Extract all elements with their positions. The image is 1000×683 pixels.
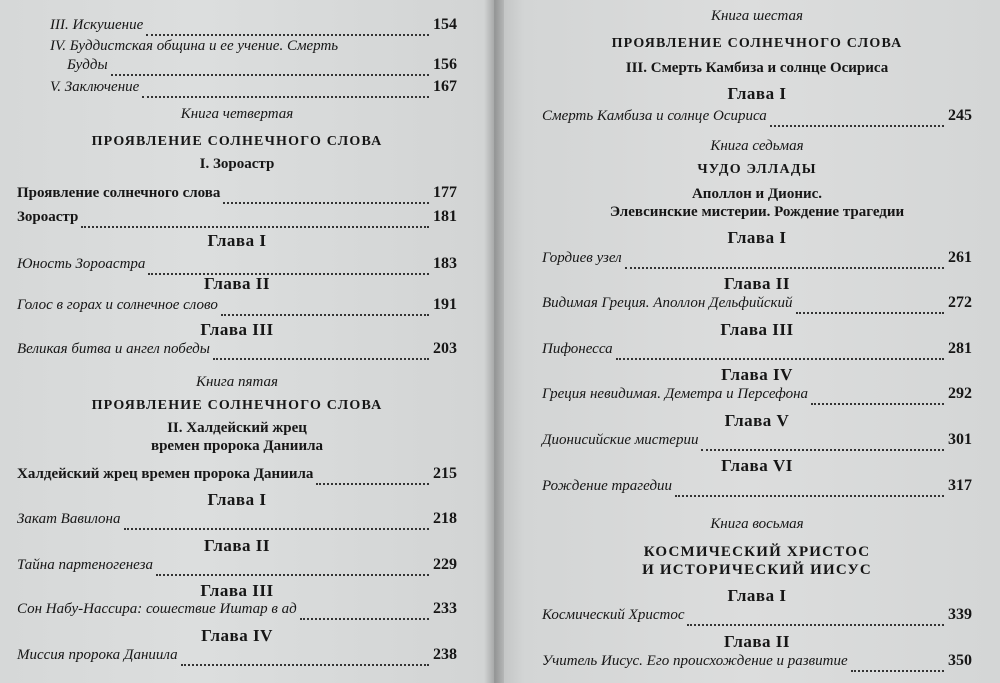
toc-entry <box>17 296 457 320</box>
toc-entry <box>17 184 457 208</box>
dot-leader <box>221 314 429 316</box>
entry-title-line: IV. Буддистская община и ее учение. Смерть <box>50 38 339 54</box>
book-gutter <box>484 0 504 683</box>
entry-page: 292 <box>948 385 972 402</box>
toc-entry <box>17 646 457 670</box>
dot-leader <box>81 226 429 228</box>
entry-title: Великая битва и ангел победы <box>17 341 210 357</box>
book-label: Книга пятая <box>196 374 278 390</box>
entry-title: Космический Христос <box>542 607 685 623</box>
dot-leader <box>316 483 429 485</box>
entry-page: 245 <box>948 107 972 124</box>
toc-entry <box>17 78 457 102</box>
toc-entry <box>17 208 457 232</box>
section-subtitle: времен пророка Даниила <box>150 438 324 454</box>
dot-leader <box>223 202 429 204</box>
entry-page: 350 <box>948 652 972 669</box>
chapter-heading: Глава II <box>203 274 271 293</box>
dot-leader <box>142 96 429 98</box>
entry-page: 154 <box>433 16 457 33</box>
entry-page: 203 <box>433 340 457 357</box>
entry-title: V. Заключение <box>50 79 140 95</box>
entry-title: Тайна партеногенеза <box>17 557 153 573</box>
book-label: Книга шестая <box>711 8 803 24</box>
entry-page: 233 <box>433 600 457 617</box>
entry-page: 238 <box>433 646 457 663</box>
part-title: ПРОЯВЛЕНИЕ СОЛНЕЧНОГО СЛОВА <box>611 36 903 51</box>
entry-title: III. Искушение <box>50 17 144 33</box>
entry-title: Миссия пророка Даниила <box>17 647 178 663</box>
entry-page: 218 <box>433 510 457 527</box>
entry-page: 181 <box>433 208 457 225</box>
toc-entry <box>542 431 972 455</box>
toc-entry <box>542 385 972 409</box>
toc-entry <box>542 294 972 318</box>
toc-entry <box>17 340 457 364</box>
entry-page: 177 <box>433 184 457 201</box>
dot-leader <box>770 125 944 127</box>
toc-entry <box>542 652 972 676</box>
toc-entry <box>17 16 457 40</box>
entry-title: Рождение трагедии <box>542 478 673 494</box>
dot-leader <box>851 670 944 672</box>
dot-leader <box>156 574 429 576</box>
dot-leader <box>300 618 429 620</box>
entry-title: Юность Зороастра <box>17 256 146 272</box>
chapter-heading: Глава II <box>723 274 791 293</box>
book-label: Книга восьмая <box>710 516 804 532</box>
entry-title: Дионисийские мистерии <box>542 432 699 448</box>
left-page <box>0 0 494 683</box>
part-title: ПРОЯВЛЕНИЕ СОЛНЕЧНОГО СЛОВА <box>91 398 383 413</box>
toc-entry <box>542 107 972 131</box>
entry-page: 261 <box>948 249 972 266</box>
entry-title: Зороастр <box>17 209 79 225</box>
chapter-heading: Глава III <box>200 581 274 600</box>
entry-title: Закат Вавилона <box>17 511 121 527</box>
entry-page: 301 <box>948 431 972 448</box>
entry-title: Смерть Камбиза и солнце Осириса <box>542 108 767 124</box>
dot-leader <box>111 74 429 76</box>
dot-leader <box>213 358 429 360</box>
book-label: Книга четвертая <box>180 106 294 122</box>
dot-leader <box>146 34 429 36</box>
chapter-heading: Глава IV <box>201 626 273 645</box>
toc-entry <box>17 510 457 534</box>
chapter-heading: Глава VI <box>721 456 793 475</box>
toc-entry <box>17 556 457 580</box>
chapter-heading: Глава I <box>207 231 267 250</box>
dot-leader <box>625 267 944 269</box>
part-title: ЧУДО ЭЛЛАДЫ <box>697 162 817 177</box>
dot-leader <box>616 358 944 360</box>
entry-page: 229 <box>433 556 457 573</box>
dot-leader <box>181 664 429 666</box>
toc-entry <box>542 340 972 364</box>
chapter-heading: Глава V <box>724 411 790 430</box>
entry-page: 215 <box>433 465 457 482</box>
dot-leader <box>687 624 944 626</box>
chapter-heading: Глава IV <box>721 365 793 384</box>
entry-page: 191 <box>433 296 457 313</box>
dot-leader <box>701 449 944 451</box>
entry-page: 167 <box>433 78 457 95</box>
entry-page: 272 <box>948 294 972 311</box>
toc-entry <box>17 56 457 80</box>
entry-title: Голос в горах и солнечное слово <box>17 297 218 313</box>
dot-leader <box>124 528 430 530</box>
entry-title: Видимая Греция. Аполлон Дельфийский <box>542 295 793 311</box>
entry-title: Будды <box>67 57 108 73</box>
chapter-heading: Глава III <box>200 320 274 339</box>
entry-title: Проявление солнечного слова <box>17 185 221 201</box>
chapter-heading: Глава I <box>727 586 787 605</box>
part-title: ПРОЯВЛЕНИЕ СОЛНЕЧНОГО СЛОВА <box>91 134 383 149</box>
chapter-heading: Глава I <box>207 490 267 509</box>
entry-title: Гордиев узел <box>542 250 622 266</box>
chapter-heading: Глава I <box>727 84 787 103</box>
book-label: Книга седьмая <box>710 138 804 154</box>
entry-title: Греция невидимая. Деметра и Персефона <box>542 386 809 402</box>
entry-title: Халдейский жрец времен пророка Даниила <box>17 466 314 482</box>
entry-page: 183 <box>433 255 457 272</box>
dot-leader <box>675 495 944 497</box>
chapter-heading: Глава III <box>720 320 794 339</box>
chapter-heading: Глава II <box>723 632 791 651</box>
section-subtitle: Элевсинские мистерии. Рождение трагедии <box>609 204 905 220</box>
entry-title: Сон Набу-Нассира: сошествие Иштар в ад <box>17 601 297 617</box>
dot-leader <box>796 312 944 314</box>
toc-entry <box>17 465 457 489</box>
section-subtitle: II. Халдейский жрец <box>167 420 307 436</box>
entry-page: 317 <box>948 477 972 494</box>
entry-page: 156 <box>433 56 457 73</box>
entry-title: Пифонесса <box>542 341 613 357</box>
toc-entry <box>542 606 972 630</box>
toc-entry <box>542 477 972 501</box>
right-page <box>494 0 1000 683</box>
entry-title: Учитель Иисус. Его происхождение и развитие <box>542 653 848 669</box>
entry-page: 281 <box>948 340 972 357</box>
part-title: И ИСТОРИЧЕСКИЙ ИИСУС <box>642 562 872 578</box>
entry-page: 339 <box>948 606 972 623</box>
chapter-heading: Глава I <box>727 228 787 247</box>
section-subtitle: I. Зороастр <box>199 156 275 172</box>
toc-entry <box>17 600 457 624</box>
toc-entry <box>542 249 972 273</box>
dot-leader <box>811 403 944 405</box>
part-title: КОСМИЧЕСКИЙ ХРИСТОС <box>643 544 871 560</box>
chapter-heading: Глава II <box>203 536 271 555</box>
section-subtitle: III. Смерть Камбиза и солнце Осириса <box>625 60 889 76</box>
section-subtitle: Аполлон и Дионис. <box>691 186 823 202</box>
